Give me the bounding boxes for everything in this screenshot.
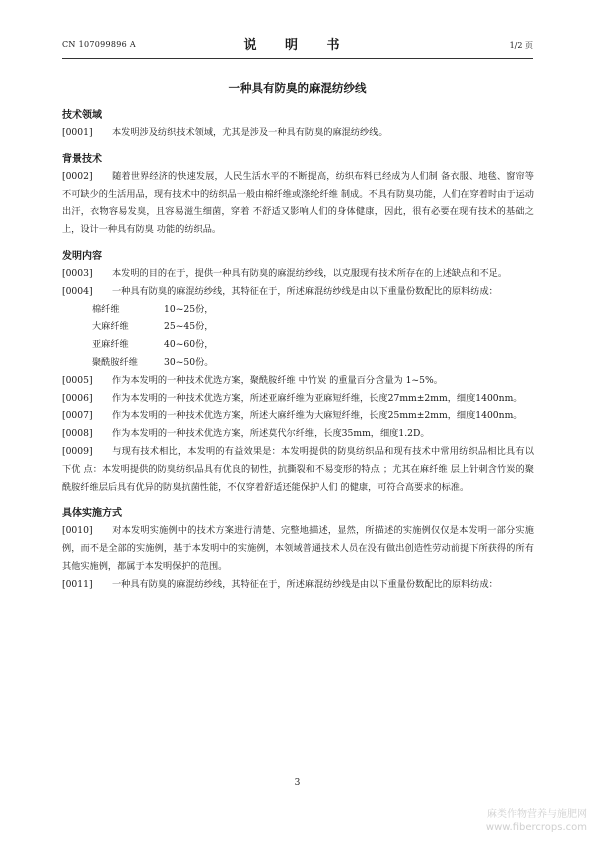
recipe-table xyxy=(92,301,213,372)
section-heading-tech-field: 技术领域 xyxy=(62,110,102,121)
paragraph-0011 xyxy=(62,576,534,594)
ingredient-name: 聚酰胺纤维 xyxy=(92,356,138,368)
publication-number: CN 107099896 A xyxy=(62,40,136,49)
paragraph-0003 xyxy=(62,265,534,283)
paragraph-number: [0007] xyxy=(62,410,93,422)
ingredient-name: 棉纤维 xyxy=(92,303,120,315)
paragraph-0005 xyxy=(62,372,534,390)
page-count: 1/2 页 xyxy=(509,41,533,50)
ingredient-amount: 25~45份， xyxy=(164,321,214,333)
site-watermark xyxy=(486,808,587,834)
header-divider xyxy=(62,58,533,59)
recipe-row xyxy=(92,301,213,319)
paragraph-number: [0003] xyxy=(62,267,93,279)
section-heading-embodiment: 具体实施方式 xyxy=(62,508,122,520)
paragraph-text: 作为本发明的一种技术优选方案，所述莫代尔纤维，长度35mm，细度1.2D。 xyxy=(112,428,430,440)
paragraph-number: [0002] xyxy=(62,170,93,182)
paragraph-text: 随着世界经济的快速发展，人民生活水平的不断提高，纺织布料已经成为人们制 备衣服、地毯、窗帘等不可缺少的生活用品，现有技术中的纺织品一般由棉纤维或涤纶纤维 制成。不具有防臭功能，人们在穿着时由于运动出汗，衣物容易发臭，且容易滋生细菌，穿着 不舒适又影响人们的身体健康，因此，很有必要在现有技术的基础之上，设计一种具有防臭 功能的纺织品。 xyxy=(62,170,534,236)
section-heading-summary: 发明内容 xyxy=(62,250,102,262)
paragraph-number: [0011] xyxy=(62,578,93,590)
paragraph-0009 xyxy=(62,443,534,496)
watermark-url: www.fibercrops.com xyxy=(485,822,587,833)
document-type-title: 说 明 书 xyxy=(243,38,352,53)
paragraph-text: 作为本发明的一种技术优选方案，聚酰胺纤维 中竹炭 的重量百分含量为 1~5%。 xyxy=(112,374,443,386)
page-number: 3 xyxy=(294,778,301,788)
paragraph-text: 作为本发明的一种技术优选方案，所述大麻纤维为大麻短纤维，长度25mm±2mm，细度1400nm。 xyxy=(112,410,523,422)
paragraph-0001 xyxy=(62,124,534,142)
paragraph-text: 作为本发明的一种技术优选方案，所述亚麻纤维为亚麻短纤维，长度27mm±2mm，细度1400nm。 xyxy=(112,392,523,404)
paragraph-text: 与现有技术相比，本发明的有益效果是：本发明提供的防臭纺织品和现有技术中常用纺织品相比具有以下优 点：本发明提供的防臭纺织品具有优良的韧性，抗撕裂和不易变形的特点 ；尤其在麻纤维 层上针刺含竹炭的聚酰胺纤维层后具有优异的防臭抗菌性能，不仅穿着舒适还能保护人们 的健康，可符合高要求的标准。 xyxy=(62,445,534,493)
paragraph-0004 xyxy=(62,283,534,301)
ingredient-amount: 40~60份， xyxy=(164,339,214,351)
paragraph-number: [0006] xyxy=(62,392,93,404)
recipe-row xyxy=(92,318,213,336)
watermark-site-name: 麻类作物营养与施肥网 xyxy=(487,809,587,820)
ingredient-name: 大麻纤维 xyxy=(92,321,129,333)
section-heading-background: 背景技术 xyxy=(62,153,102,165)
invention-title: 一种具有防臭的麻混纺纱线 xyxy=(228,81,367,95)
paragraph-number: [0010] xyxy=(62,525,93,537)
ingredient-name: 亚麻纤维 xyxy=(92,339,129,351)
recipe-row xyxy=(92,336,213,354)
paragraph-number: [0005] xyxy=(62,374,93,386)
ingredient-amount: 10~25份， xyxy=(164,303,214,315)
paragraph-number: [0004] xyxy=(62,285,93,297)
page-header xyxy=(62,38,533,54)
recipe-row xyxy=(92,354,213,372)
paragraph-number: [0001] xyxy=(62,127,93,138)
paragraph-0010 xyxy=(62,522,534,575)
paragraph-number: [0009] xyxy=(62,445,93,457)
paragraph-text: 一种具有防臭的麻混纺纱线，其特征在于，所述麻混纺纱线是由以下重量份数配比的原料纺成： xyxy=(112,285,498,297)
ingredient-amount: 30~50份。 xyxy=(164,356,214,368)
paragraph-text: 本发明的目的在于，提供一种具有防臭的麻混纺纱线，以克服现有技术所存在的上述缺点和不足。 xyxy=(112,267,508,279)
paragraph-number: [0008] xyxy=(62,428,93,440)
document-body xyxy=(62,108,534,594)
paragraph-0007 xyxy=(62,407,534,425)
paragraph-0006 xyxy=(62,390,534,408)
paragraph-text: 一种具有防臭的麻混纺纱线，其特征在于，所述麻混纺纱线是由以下重量份数配比的原料纺成： xyxy=(112,578,498,590)
paragraph-text: 本发明涉及纺织技术领域，尤其是涉及一种具有防臭的麻混纺纱线。 xyxy=(112,127,388,138)
paragraph-0002 xyxy=(62,168,534,239)
paragraph-0008 xyxy=(62,425,534,443)
paragraph-text: 对本发明实施例中的技术方案进行清楚、完整地描述，显然，所描述的实施例仅仅是本发明一部分实施例，而不是全部的实施例，基于本发明中的实施例，本领域普通技术人员在没有做出创造性劳动前提下所获得的所有其他实施例，都属于本发明保护的范围。 xyxy=(62,525,534,572)
